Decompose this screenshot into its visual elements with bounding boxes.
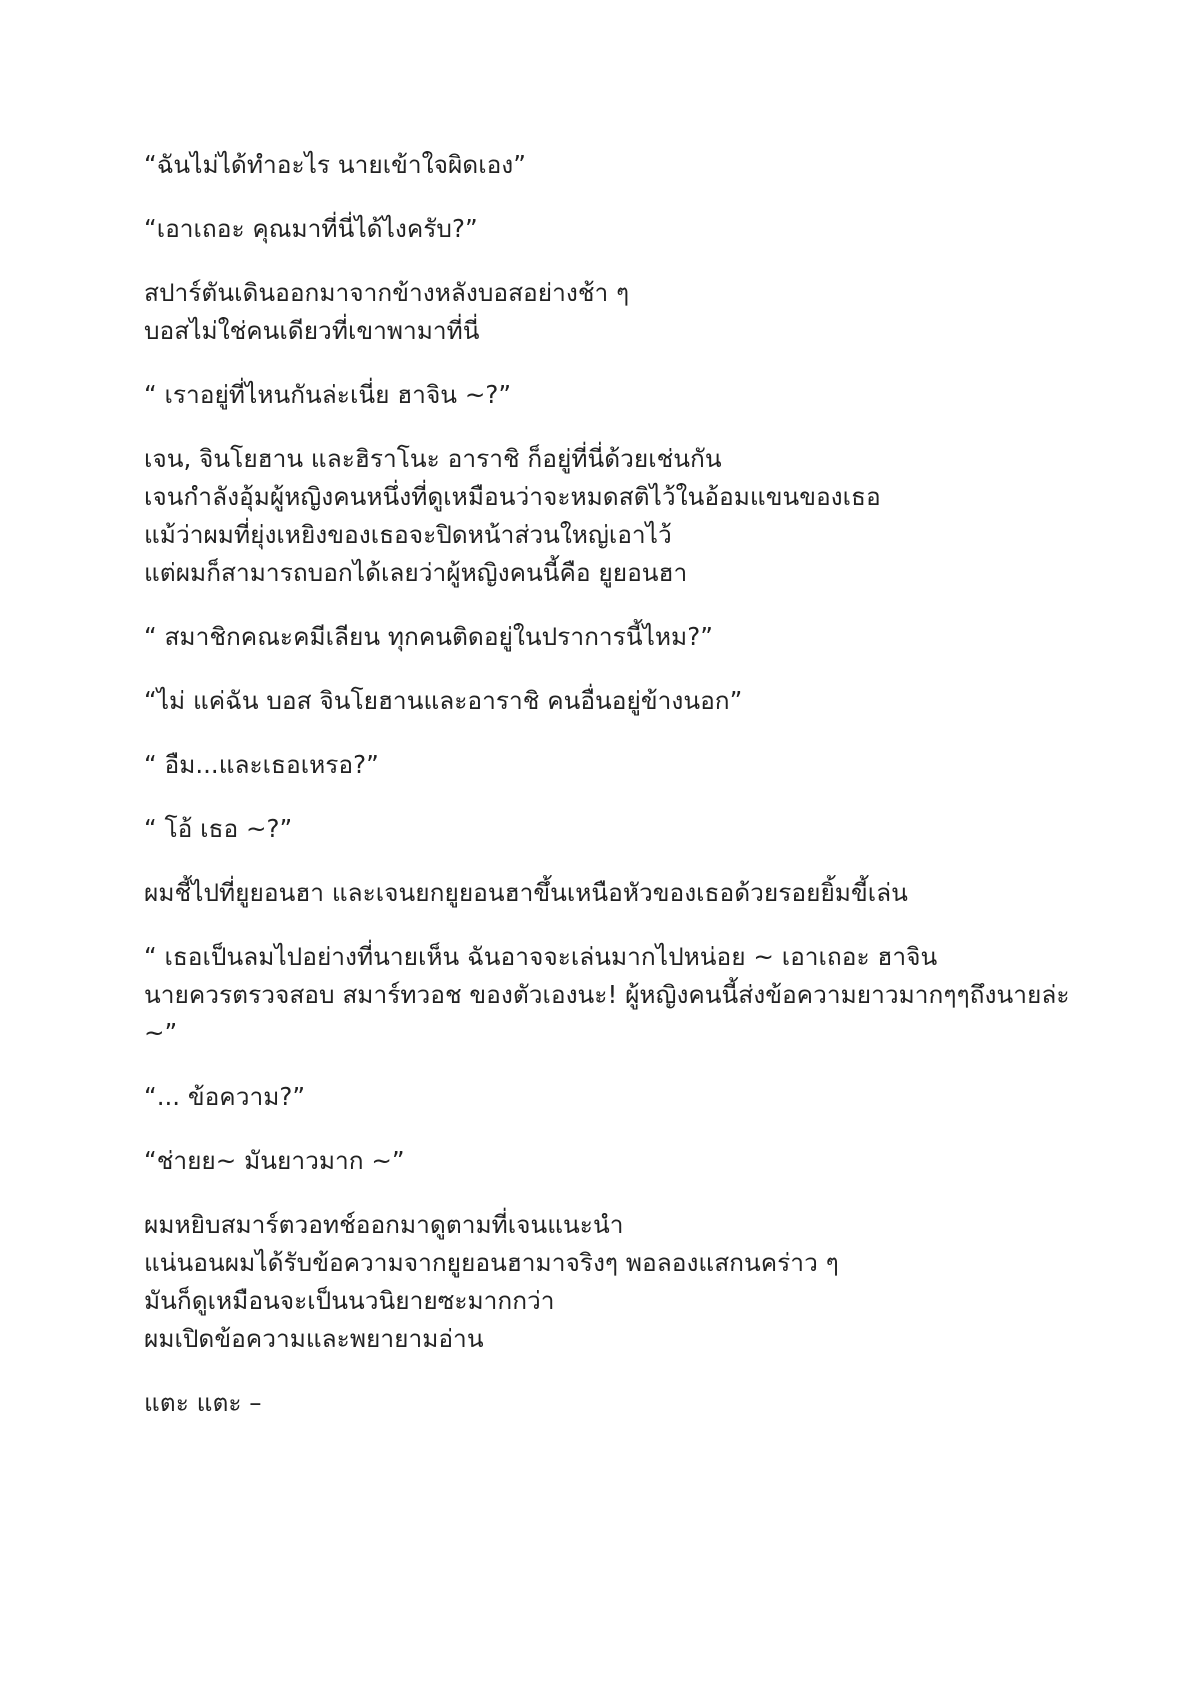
text-line: ผมชี้ไปที่ยูยอนฮา และเจนยกยูยอนฮาขึ้นเหนือหัวของเธอด้วยรอยยิ้มขี้เล่น xyxy=(144,878,908,907)
text-line: “เอาเถอะ คุณมาที่นี่ได้ไงครับ?” xyxy=(144,214,478,243)
paragraph-11 xyxy=(144,938,1074,1052)
text-line: “ไม่ แค่ฉัน บอส จินโยฮานและอาราชิ คนอื่นอยู่ข้างนอก” xyxy=(144,686,743,715)
paragraph-8 xyxy=(144,746,1074,784)
paragraph-12 xyxy=(144,1078,1074,1116)
paragraph-2 xyxy=(144,210,1074,248)
text-line: บอสไม่ใช่คนเดียวที่เขาพามาที่นี่ xyxy=(144,316,480,345)
text-line: สปาร์ตันเดินออกมาจากข้างหลังบอสอย่างช้า ๆ xyxy=(144,278,630,307)
text-line: ผมเปิดข้อความและพยายามอ่าน xyxy=(144,1324,484,1353)
text-line: “ เธอเป็นลมไปอย่างที่นายเห็น ฉันอาจจะเล่นมากไปหน่อย ~ เอาเถอะ ฮาจิน xyxy=(144,942,938,971)
text-line: ผมหยิบสมาร์ตวอทช์ออกมาดูตามที่เจนแนะนำ xyxy=(144,1210,624,1239)
paragraph-9 xyxy=(144,810,1074,848)
paragraph-10 xyxy=(144,874,1074,912)
text-line: แน่นอนผมได้รับข้อความจากยูยอนฮามาจริงๆ พอลองแสกนคร่าว ๆ xyxy=(144,1248,839,1277)
text-line: “ฉันไม่ได้ทำอะไร นายเข้าใจผิดเอง” xyxy=(144,150,526,179)
text-line: “... ข้อความ?” xyxy=(144,1082,306,1111)
text-line: “ สมาชิกคณะคมีเลียน ทุกคนติดอยู่ในปราการนี้ไหม?” xyxy=(144,622,713,651)
text-line: “ อืม...และเธอเหรอ?” xyxy=(144,750,379,779)
paragraph-1 xyxy=(144,146,1074,184)
paragraph-5 xyxy=(144,440,1074,592)
text-line: เจนกำลังอุ้มผู้หญิงคนหนึ่งที่ดูเหมือนว่าจะหมดสติไว้ในอ้อมแขนของเธอ xyxy=(144,482,881,511)
text-line: “ โอ้ เธอ ~?” xyxy=(144,814,293,843)
paragraph-14 xyxy=(144,1206,1074,1358)
text-line: เจน, จินโยฮาน และฮิราโนะ อาราชิ ก็อยู่ที่นี่ด้วยเช่นกัน xyxy=(144,444,722,473)
text-line: “ เราอยู่ที่ไหนกันล่ะเนี่ย ฮาจิน ~?” xyxy=(144,380,512,409)
text-line: “ช่ายย~ มันยาวมาก ~” xyxy=(144,1146,405,1175)
paragraph-13 xyxy=(144,1142,1074,1180)
text-line: แต่ผมก็สามารถบอกได้เลยว่าผู้หญิงคนนี้คือ ยูยอนฮา xyxy=(144,558,688,587)
text-line: แม้ว่าผมที่ยุ่งเหยิงของเธอจะปิดหน้าส่วนใหญ่เอาไว้ xyxy=(144,520,672,549)
text-line: แตะ แตะ – xyxy=(144,1388,262,1417)
paragraph-15 xyxy=(144,1384,1074,1422)
paragraph-7 xyxy=(144,682,1074,720)
document-body xyxy=(144,146,1074,1448)
text-line: มันก็ดูเหมือนจะเป็นนวนิยายซะมากกว่า xyxy=(144,1286,555,1315)
paragraph-4 xyxy=(144,376,1074,414)
text-line: ~” xyxy=(144,1018,178,1047)
text-line: นายควรตรวจสอบ สมาร์ทวอช ของตัวเองนะ! ผู้หญิงคนนี้ส่งข้อความยาวมากๆๆถึงนายล่ะ xyxy=(144,980,1070,1009)
paragraph-6 xyxy=(144,618,1074,656)
paragraph-3 xyxy=(144,274,1074,350)
